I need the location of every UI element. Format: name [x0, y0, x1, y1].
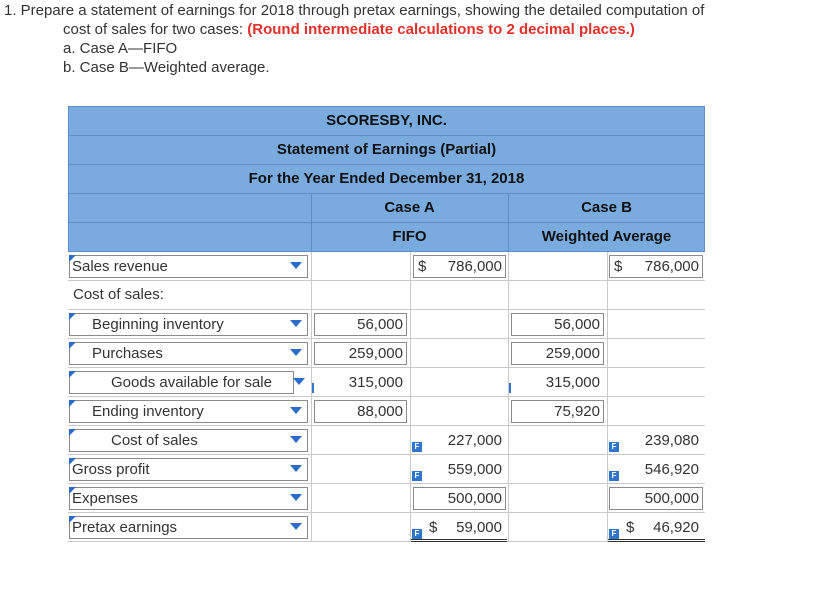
- chevron-down-icon[interactable]: [290, 349, 302, 356]
- beginning-inventory-dropdown[interactable]: [69, 313, 308, 336]
- dollar-sign: $: [626, 519, 635, 536]
- sales-revenue-dropdown[interactable]: [69, 255, 308, 278]
- case-a-expenses-value: 500,000: [447, 490, 502, 507]
- case-a-description: a. Case A—FIFO: [63, 40, 178, 57]
- case-b-gross-profit-value-box: [621, 458, 703, 481]
- case-b-cost-of-sales-value-box: [621, 429, 703, 452]
- row-sales-revenue: [68, 252, 705, 281]
- case-b-ending-inventory-input[interactable]: [511, 400, 604, 423]
- formula-badge-icon: F: [412, 529, 422, 539]
- formula-badge-icon: F: [412, 442, 422, 452]
- case-a-goods-available-value: 315,000: [348, 374, 403, 391]
- row-gross-profit: [68, 455, 705, 484]
- case-b-header: Case B: [581, 199, 632, 216]
- case-b-method: Weighted Average: [541, 228, 672, 245]
- chevron-down-icon[interactable]: [290, 523, 302, 530]
- pretax-earnings-label: Pretax earnings: [72, 519, 178, 536]
- purchases-dropdown[interactable]: [69, 342, 308, 365]
- case-a-cost-of-sales-value-box: [424, 429, 506, 452]
- company-name: SCORESBY, INC.: [326, 112, 447, 129]
- case-b-sales-revenue-input[interactable]: [609, 255, 703, 278]
- case-b-sales-revenue-value: 786,000: [644, 258, 699, 275]
- question-line-2-text: cost of sales for two cases:: [63, 21, 248, 38]
- chevron-down-icon[interactable]: [290, 407, 302, 414]
- case-b-goods-available-value-box: [511, 371, 604, 394]
- expenses-label: Expenses: [72, 490, 138, 507]
- chevron-down-icon[interactable]: [290, 262, 302, 269]
- goods-available-dropdown[interactable]: [69, 371, 294, 394]
- dollar-sign: $: [418, 258, 427, 275]
- ending-inventory-label: Ending inventory: [92, 403, 204, 420]
- case-b-goods-available-value: 315,000: [545, 374, 600, 391]
- case-b-beginning-inventory-input[interactable]: [511, 313, 604, 336]
- case-a-gross-profit-value: 559,000: [447, 461, 502, 478]
- case-b-cost-of-sales-value: 239,080: [644, 432, 699, 449]
- case-b-gross-profit-value: 546,920: [644, 461, 699, 478]
- case-a-pretax-earnings-value-box: [424, 516, 506, 539]
- row-pretax-earnings: [68, 513, 705, 542]
- case-a-gross-profit-value-box: [424, 458, 506, 481]
- row-purchases: [68, 339, 705, 368]
- rounding-instruction: (Round intermediate calculations to 2 decimal places.): [247, 21, 635, 38]
- row-ending-inventory: [68, 397, 705, 426]
- gross-profit-label: Gross profit: [72, 461, 150, 478]
- case-a-cost-of-sales-value: 227,000: [447, 432, 502, 449]
- question-line-2: [63, 20, 635, 39]
- case-a-ending-inventory-input[interactable]: [314, 400, 407, 423]
- row-cost-of-sales: [68, 426, 705, 455]
- case-b-purchases-value: 259,000: [545, 345, 600, 362]
- case-b-pretax-earnings-value-box: [621, 516, 703, 539]
- beginning-inventory-label: Beginning inventory: [92, 316, 224, 333]
- chevron-down-icon[interactable]: [290, 465, 302, 472]
- dollar-sign: $: [614, 258, 623, 275]
- statement-title: Statement of Earnings (Partial): [276, 141, 497, 158]
- row-expenses: [68, 484, 705, 513]
- chevron-down-icon[interactable]: [290, 494, 302, 501]
- case-b-pretax-earnings-value: 46,920: [653, 519, 699, 536]
- case-b-double-underline: [608, 539, 705, 542]
- case-b-expenses-input[interactable]: [609, 487, 703, 510]
- case-a-double-underline: [411, 539, 507, 542]
- case-a-expenses-input[interactable]: [413, 487, 506, 510]
- case-a-sales-revenue-input[interactable]: [413, 255, 506, 278]
- question-line-1: 1. Prepare a statement of earnings for 2018 through pretax earnings, showing the detailed computation of: [4, 2, 705, 19]
- ending-inventory-dropdown[interactable]: [69, 400, 308, 423]
- cost-of-sales-heading: Cost of sales:: [73, 286, 164, 303]
- case-b-purchases-input[interactable]: [511, 342, 604, 365]
- earnings-statement-table: [68, 106, 705, 543]
- case-b-ending-inventory-value: 75,920: [554, 403, 600, 420]
- gross-profit-dropdown[interactable]: [69, 458, 308, 481]
- case-b-description: b. Case B—Weighted average.: [63, 59, 270, 76]
- case-a-pretax-earnings-value: 59,000: [456, 519, 502, 536]
- expenses-dropdown[interactable]: [69, 487, 308, 510]
- sales-revenue-label: Sales revenue: [72, 258, 168, 275]
- formula-badge-icon: F: [609, 442, 619, 452]
- purchases-label: Purchases: [92, 345, 163, 362]
- row-beginning-inventory: [68, 310, 705, 339]
- case-a-method: FIFO: [392, 228, 427, 245]
- case-b-beginning-inventory-value: 56,000: [554, 316, 600, 333]
- goods-available-label: Goods available for sale: [111, 374, 272, 391]
- cost-of-sales-label: Cost of sales: [111, 432, 198, 449]
- case-a-beginning-inventory-value: 56,000: [357, 316, 403, 333]
- case-a-purchases-input[interactable]: [314, 342, 407, 365]
- row-goods-available: [68, 368, 705, 397]
- case-a-header: Case A: [384, 199, 435, 216]
- dollar-sign: $: [429, 519, 438, 536]
- formula-badge-icon: F: [609, 529, 619, 539]
- formula-badge-icon: F: [609, 471, 619, 481]
- case-b-expenses-value: 500,000: [644, 490, 699, 507]
- cost-of-sales-dropdown[interactable]: [69, 429, 308, 452]
- chevron-down-icon[interactable]: [293, 378, 305, 385]
- case-a-sales-revenue-value: 786,000: [447, 258, 502, 275]
- case-a-goods-available-value-box: [314, 371, 407, 394]
- row-cost-of-sales-heading: [68, 281, 705, 310]
- statement-period: For the Year Ended December 31, 2018: [248, 170, 525, 187]
- case-a-ending-inventory-value: 88,000: [357, 403, 403, 420]
- formula-badge-icon: F: [412, 471, 422, 481]
- case-a-beginning-inventory-input[interactable]: [314, 313, 407, 336]
- pretax-earnings-dropdown[interactable]: [69, 516, 308, 539]
- case-a-purchases-value: 259,000: [348, 345, 403, 362]
- chevron-down-icon[interactable]: [290, 320, 302, 327]
- chevron-down-icon[interactable]: [290, 436, 302, 443]
